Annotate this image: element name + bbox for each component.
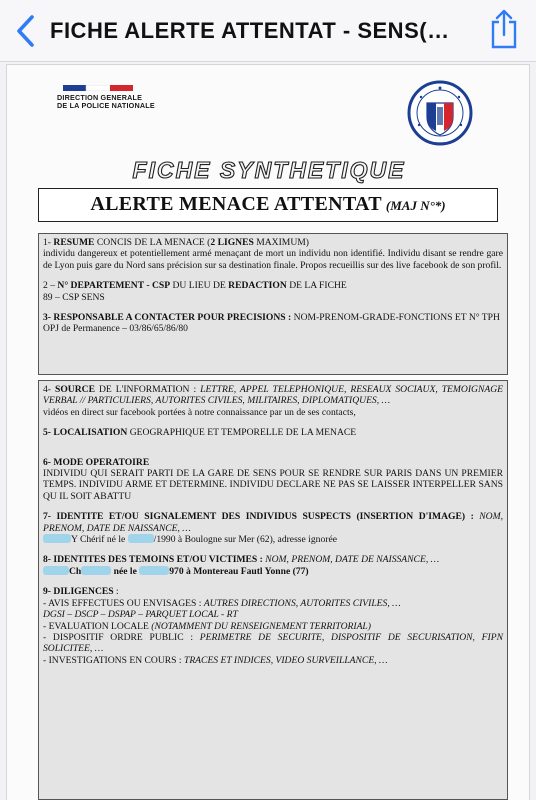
document-page[interactable] — [6, 64, 530, 800]
logo-line-1: DIRECTION GENERALE — [57, 93, 143, 102]
section-temoins-label: 8- IDENTITES DES TEMOINS ET/OU VICTIMES : NOM, PRENOM, DATE DE NAISSANCE, … — [43, 554, 440, 566]
section-resume-text: individu dangereux et potentiellement armé menaçant de mort un individu non identifié. Individu disant se rendre gare de Lyon puis gare du Nord sans précision sur sa destination finale. Propos recueillis sur des live facebook de son profil. — [43, 248, 503, 271]
section-temoins-text: Ch née le 970 à Montereau Fautl Yonne (77) — [43, 566, 503, 577]
diligence-evaluation: - EVALUATION LOCALE (NOTAMMENT DU RENSEIGNEMENT TERRITORIAL) — [43, 620, 371, 632]
alert-update-number: (MAJ N°*) — [385, 198, 446, 213]
section-responsable — [43, 312, 503, 335]
section-source — [43, 384, 503, 418]
section-diligences-label: 9- DILIGENCES : — [43, 586, 119, 598]
diligence-destinataires: DGSI – DSCP – DSPAP – PARQUET LOCAL - RT — [43, 609, 238, 621]
section-temoins — [43, 554, 503, 577]
section-localisation-label: 5- LOCALISATION GEOGRAPHIQUE ET TEMPORELLE DE LA MENACE — [43, 427, 357, 439]
share-icon[interactable] — [488, 8, 520, 50]
redaction-mark — [43, 534, 71, 543]
document-title: FICHE ALERTE ATTENTAT - SENS(… — [50, 18, 450, 43]
section-suspects — [43, 511, 503, 545]
police-nationale-logo — [49, 81, 169, 109]
alert-title-box — [38, 188, 498, 222]
section-localisation — [43, 427, 503, 438]
diligence-avis: - AVIS EFFECTUES OU ENVISAGES : AUTRES DIRECTIONS, AUTORITES CIVILES, … — [43, 597, 401, 609]
section-responsable-text: OPJ de Permanence – 03/86/65/86/80 — [43, 323, 188, 335]
section-suspects-text: Y Chérif né le /1990 à Boulogne sur Mer (62), adresse ignorée — [43, 534, 503, 545]
alert-title: ALERTE MENACE ATTENTAT — [90, 193, 382, 215]
section-suspects-label: 7- IDENTITE ET/OU SIGNALEMENT DES INDIVIDUS SUSPECTS (INSERTION D'IMAGE) : NOM, PRENOM, DATE DE NAISSANCE, … — [43, 511, 503, 534]
redaction-mark — [139, 566, 169, 575]
section-mode-operatoire — [43, 457, 503, 503]
section-source-text: vidéos en direct sur facebook portées à notre connaissance par un de ses contacts, — [43, 406, 356, 418]
chevron-left-icon[interactable] — [14, 14, 38, 48]
section-responsable-label: 3- RESPONSABLE A CONTACTER POUR PRECISIONS : NOM-PRENOM-GRADE-FONCTIONS ET N° TPH — [43, 312, 500, 324]
redaction-mark — [81, 566, 111, 575]
section-resume-label: 1- RESUME CONCIS DE LA MENACE (2 LIGNES MAXIMUM) — [43, 237, 309, 248]
diligence-ordre-public: - DISPOSITIF ORDRE PUBLIC : PERIMETRE DE SECURITE, DISPOSITIF DE SECURISATION, FIPN SOLICITEE, … — [43, 631, 503, 655]
section-mode-operatoire-label: 6- MODE OPERATOIRE — [43, 456, 150, 468]
redaction-mark — [43, 566, 69, 575]
section-diligences — [43, 586, 503, 666]
fiche-synthetique-title: FICHE SYNTHETIQUE — [132, 157, 406, 183]
section-departement — [43, 280, 503, 303]
diligence-investigations: - INVESTIGATIONS EN COURS : TRACES ET INDICES, VIDEO SURVEILLANCE, … — [43, 654, 388, 666]
section-departement-label: 2 – N° DEPARTEMENT - CSP DU LIEU DE REDACTION DE LA FICHE — [43, 280, 347, 292]
tricolor-stripe-icon — [63, 85, 133, 91]
section-departement-text: 89 – CSP SENS — [43, 291, 105, 303]
summary-block — [38, 233, 508, 375]
police-seal-icon — [407, 77, 473, 153]
logo-line-2: DE LA POLICE NATIONALE — [57, 101, 155, 110]
navigation-bar — [0, 0, 536, 62]
section-mode-operatoire-text: INDIVIDU QUI SERAIT PARTI DE LA GARE DE SENS POUR SE RENDRE SUR PARIS DANS UN PREMIER TEMPS. INDIVIDU ARME ET DETERMINE. INDIVIDU DECLARE NE PAS SE LAISSER INTERPELLER SANS QU IL SOIT ABATTU — [43, 468, 503, 502]
redaction-mark — [128, 534, 154, 543]
section-source-label: 4- SOURCE DE L'INFORMATION : LETTRE, APPEL TELEPHONIQUE, RESEAUX SOCIAUX, TEMOIGNAGE VERBAL // PARTICULIERS, AUTORITES CIVILES, MILITAIRES, DIPLOMATIQUES, … — [43, 384, 504, 407]
section-resume — [43, 237, 503, 271]
details-block — [38, 380, 508, 800]
